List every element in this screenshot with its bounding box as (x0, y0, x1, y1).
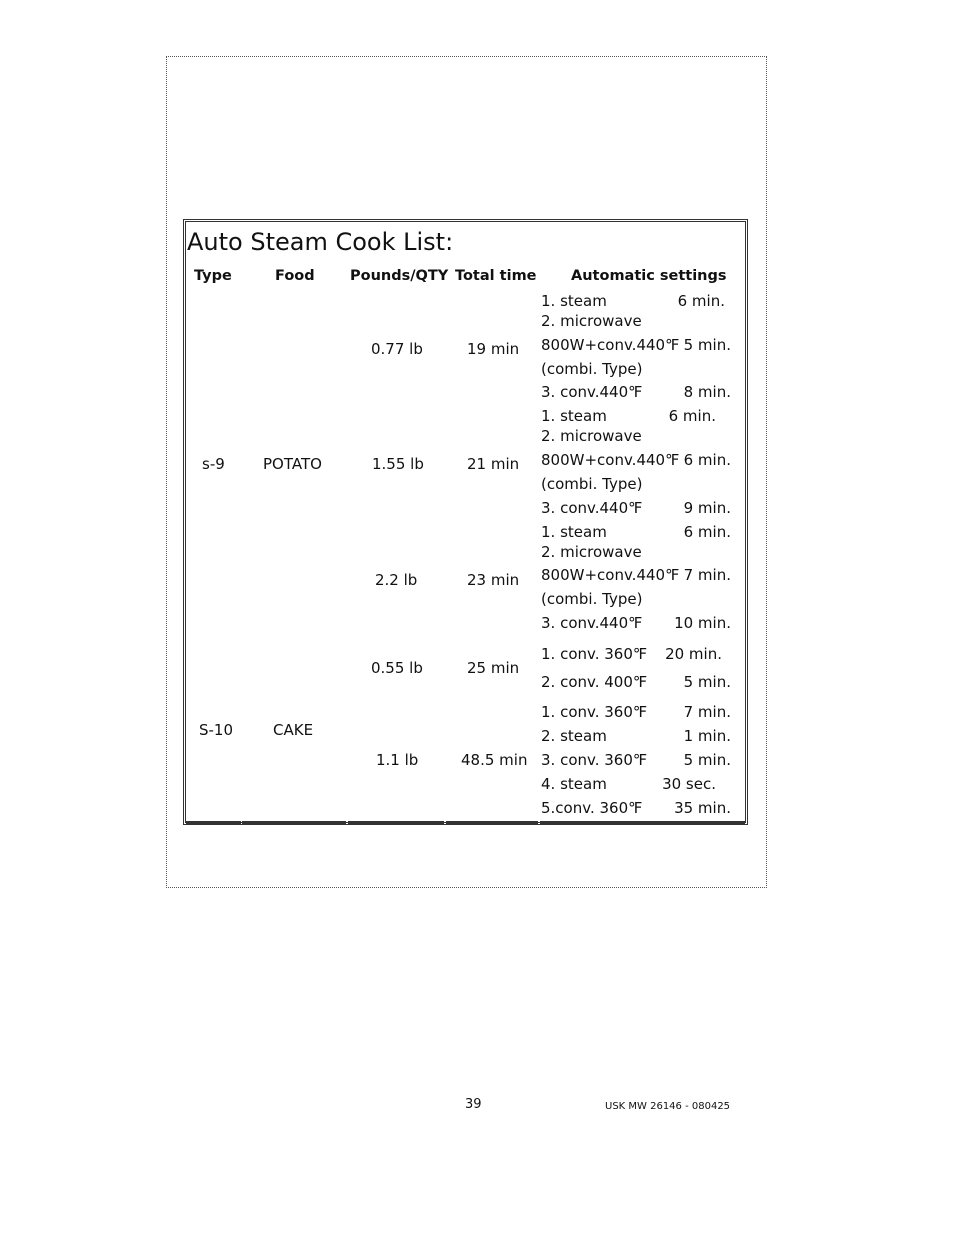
type-s10: S-10 (199, 721, 234, 739)
qty-cell: 1.55 lb (372, 455, 424, 473)
total-time-cell: 21 min (467, 455, 520, 473)
qty-cell: 0.77 lb (371, 340, 423, 358)
setting-step: 2. steam (541, 727, 607, 745)
table-bottom-rule (540, 821, 745, 824)
setting-duration: 7 min. (683, 566, 731, 584)
table-bottom-rule (446, 821, 538, 824)
document-code: USK MW 26146 - 080425 (605, 1101, 731, 1112)
header-qty: Pounds/QTY (350, 268, 449, 284)
qty-cell: 1.1 lb (376, 751, 419, 769)
setting-duration: 10 min. (674, 614, 731, 632)
setting-step: 3. conv.440℉ (541, 614, 643, 632)
setting-step: 1. conv. 360℉ (541, 645, 648, 663)
setting-step: 800W+conv.440℉ (541, 451, 680, 469)
setting-step: (combi. Type) (541, 360, 643, 378)
setting-step: 2. conv. 400℉ (541, 673, 648, 691)
header-total-time: Total time (455, 268, 537, 284)
food-cake: CAKE (273, 721, 314, 739)
setting-duration: 30 sec. (662, 775, 716, 793)
setting-duration: 35 min. (674, 799, 731, 817)
header-food: Food (275, 268, 315, 284)
setting-duration: 5 min. (683, 673, 731, 691)
total-time-cell: 48.5 min (461, 751, 528, 769)
setting-step: 1. steam (541, 292, 607, 310)
setting-step: 1. conv. 360℉ (541, 703, 648, 721)
setting-step: (combi. Type) (541, 475, 643, 493)
qty-cell: 2.2 lb (375, 571, 418, 589)
setting-step: (combi. Type) (541, 590, 643, 608)
setting-step: 1. steam (541, 523, 607, 541)
setting-step: 800W+conv.440℉ (541, 336, 680, 354)
table-bottom-rule (242, 821, 346, 824)
setting-duration: 7 min. (683, 703, 731, 721)
setting-duration: 6 min. (677, 292, 725, 310)
setting-duration: 6 min. (683, 523, 731, 541)
qty-cell: 0.55 lb (371, 659, 423, 677)
header-type: Type (194, 268, 232, 284)
setting-duration: 6 min. (668, 407, 716, 425)
setting-step: 3. conv.440℉ (541, 499, 643, 517)
total-time-cell: 25 min (467, 659, 520, 677)
setting-duration: 8 min. (683, 383, 731, 401)
setting-step: 800W+conv.440℉ (541, 566, 680, 584)
setting-step: 1. steam (541, 407, 607, 425)
page-number: 39 (465, 1097, 482, 1112)
setting-step: 2. microwave (541, 543, 642, 561)
table-bottom-rule (186, 821, 241, 824)
setting-step: 3. conv. 360℉ (541, 751, 648, 769)
setting-duration: 1 min. (683, 727, 731, 745)
table-title: Auto Steam Cook List: (187, 228, 454, 256)
setting-duration: 6 min. (683, 451, 731, 469)
setting-step: 4. steam (541, 775, 607, 793)
header-automatic-settings: Automatic settings (571, 268, 727, 284)
setting-step: 2. microwave (541, 312, 642, 330)
setting-step: 3. conv.440℉ (541, 383, 643, 401)
food-potato: POTATO (263, 455, 322, 473)
cook-list-table (183, 219, 748, 825)
total-time-cell: 19 min (467, 340, 520, 358)
setting-duration: 9 min. (683, 499, 731, 517)
setting-duration: 5 min. (683, 751, 731, 769)
type-s9: s-9 (202, 455, 225, 473)
table-bottom-rule (348, 821, 444, 824)
total-time-cell: 23 min (467, 571, 520, 589)
setting-duration: 5 min. (683, 336, 731, 354)
setting-step: 5.conv. 360℉ (541, 799, 643, 817)
setting-duration: 20 min. (665, 645, 722, 663)
setting-step: 2. microwave (541, 427, 642, 445)
